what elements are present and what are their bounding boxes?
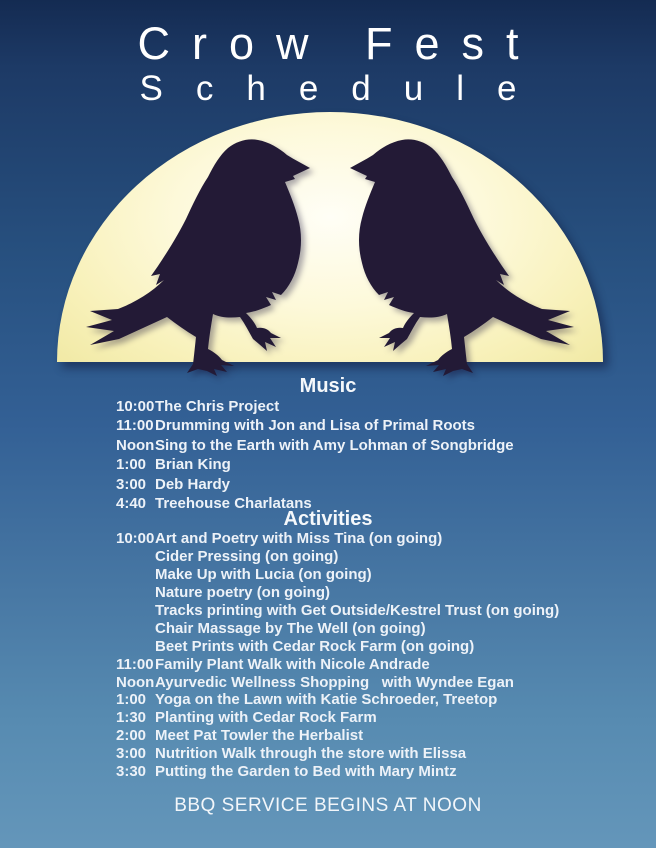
section-heading: Activities xyxy=(283,508,373,530)
schedule-row xyxy=(0,530,656,548)
event-time: 3:30 xyxy=(116,763,147,781)
event-time: 1:30 xyxy=(116,709,147,727)
event-text: Treehouse Charlatans xyxy=(155,494,312,512)
event-time xyxy=(116,602,155,620)
event-text: Sing to the Earth with Amy Lohman of Songbridge xyxy=(155,436,514,454)
crow-right-icon xyxy=(350,139,574,376)
event-time: Noon xyxy=(116,436,155,454)
schedule-row xyxy=(0,416,656,435)
event-time: 10:00 xyxy=(116,530,155,547)
event-text: Brian King xyxy=(155,456,231,474)
event-text: Family Plant Walk with Nicole Andrade xyxy=(155,655,430,673)
event-text: Putting the Garden to Bed with Mary Mintz xyxy=(155,763,457,781)
event-text: Beet Prints with Cedar Rock Farm (on going) xyxy=(155,637,475,655)
event-time: 3:00 xyxy=(116,475,147,493)
schedule-row xyxy=(0,763,656,781)
schedule-row xyxy=(0,584,656,602)
schedule-row xyxy=(0,620,656,638)
event-text: Yoga on the Lawn with Katie Schroeder, Treetop xyxy=(155,691,498,709)
event-text: Nutrition Walk through the store with Elissa xyxy=(155,745,467,763)
footer-note: BBQ SERVICE BEGINS AT NOON xyxy=(174,795,482,816)
schedule-row xyxy=(0,745,656,763)
event-text: Drumming with Jon and Lisa of Primal Roots xyxy=(155,417,476,435)
schedule-row xyxy=(0,691,656,709)
event-text: Nature poetry (on going) xyxy=(155,583,330,601)
schedule-row xyxy=(0,436,656,455)
event-text: Planting with Cedar Rock Farm xyxy=(155,709,377,727)
event-text: Make Up with Lucia (on going) xyxy=(155,565,372,583)
schedule-row xyxy=(0,602,656,620)
poster-subtitle: Schedule xyxy=(139,69,550,108)
schedule-row xyxy=(0,475,656,494)
event-text: Art and Poetry with Miss Tina (on going) xyxy=(155,530,443,547)
section-activities xyxy=(0,508,656,781)
event-time xyxy=(116,638,155,656)
event-time: 10:00 xyxy=(116,398,155,415)
event-time xyxy=(116,548,155,566)
schedule-row xyxy=(0,727,656,745)
section-heading: Music xyxy=(299,375,357,397)
event-text: Cider Pressing (on going) xyxy=(155,547,339,565)
poster-title: Crow Fest xyxy=(137,18,541,69)
schedule-row xyxy=(0,674,656,692)
event-time: Noon xyxy=(116,673,155,691)
event-text: The Chris Project xyxy=(155,398,280,415)
event-text: Deb Hardy xyxy=(155,475,231,493)
event-time xyxy=(116,566,155,584)
event-time: 11:00 xyxy=(116,655,154,673)
event-time xyxy=(116,584,155,602)
section-music xyxy=(0,375,656,513)
event-text: Tracks printing with Get Outside/Kestrel Trust (on going) xyxy=(155,601,560,619)
event-text: Ayurvedic Wellness Shopping with Wyndee Egan xyxy=(155,673,514,691)
event-text: Chair Massage by The Well (on going) xyxy=(155,619,426,637)
crow-left-icon xyxy=(86,139,310,376)
event-time: 3:00 xyxy=(116,745,147,763)
crows-icon xyxy=(57,118,603,380)
schedule-row xyxy=(0,656,656,674)
event-time: 1:00 xyxy=(116,691,147,709)
event-time xyxy=(116,620,155,638)
event-time: 2:00 xyxy=(116,727,147,745)
event-text: Meet Pat Towler the Herbalist xyxy=(155,727,364,745)
schedule-row xyxy=(0,638,656,656)
event-time: 4:40 xyxy=(116,494,147,512)
schedule-row xyxy=(0,566,656,584)
event-time: 11:00 xyxy=(116,417,154,435)
event-time: 1:00 xyxy=(116,456,147,474)
schedule-row xyxy=(0,455,656,474)
schedule-row xyxy=(0,709,656,727)
schedule-row xyxy=(0,397,656,416)
schedule-row xyxy=(0,548,656,566)
